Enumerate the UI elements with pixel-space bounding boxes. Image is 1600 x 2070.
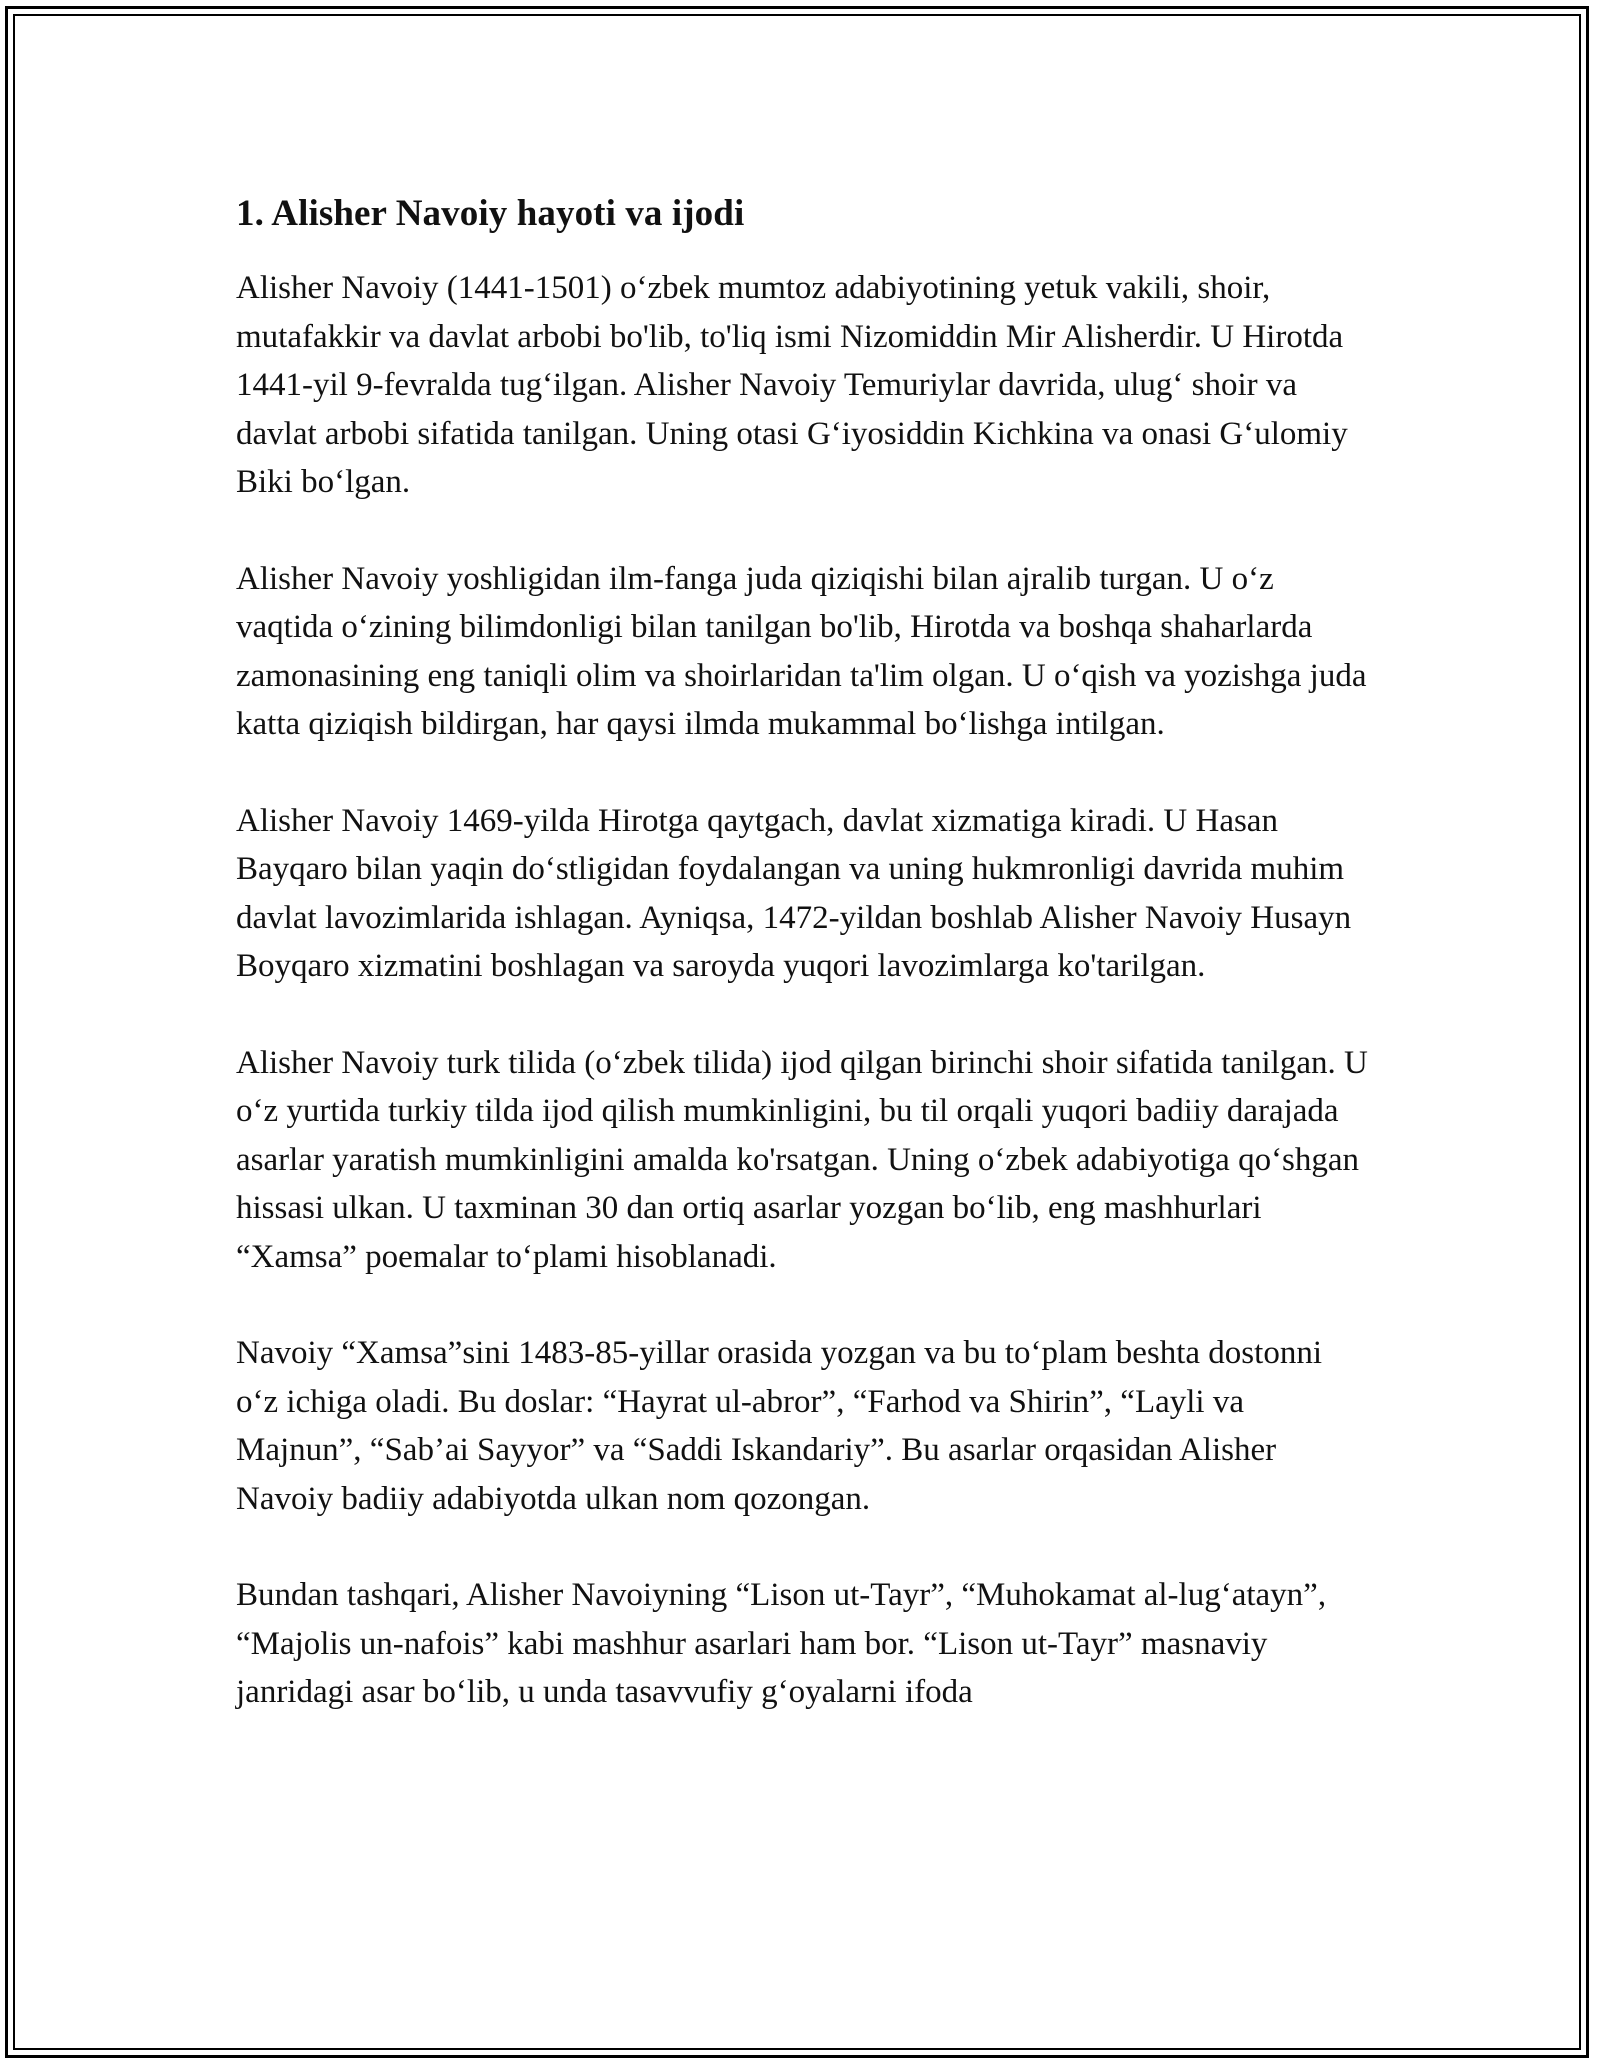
paragraph-other-works: Bundan tashqari, Alisher Navoiyning “Lison ut-Tayr”, “Muhokamat al-lug‘atayn”, “Majolis un-nafois” kabi mashhur asarlari ham bor. “Lison ut-Tayr” masnaviy janridagi asar bo‘lib, u unda tasavvufiy g‘oyalarni ifoda [236, 1577, 1327, 1710]
paragraph-turkic-poetry: Alisher Navoiy turk tilida (o‘zbek tilida) ijod qilgan birinchi shoir sifatida tanilgan. U o‘z yurtida turkiy tilda ijod qilish mumkinligini, bu til orqali yuqori badiiy darajada asarlar yaratish mumkinligini amalda ko'rsatgan. Uning o‘zbek adabiyotiga qo‘shgan hissasi ulkan. U taxminan 30 dan ortiq asarlar yozgan bo‘lib, eng mashhurlari “Xamsa” poemalar to‘plami hisoblanadi. [236, 1044, 1368, 1275]
paragraph-biography: Alisher Navoiy (1441-1501) o‘zbek mumtoz adabiyotining yetuk vakili, shoir, mutafakkir va davlat arbobi bo'lib, to'liq ismi Nizomiddin Mir Alisherdir. U Hirotda 1441-yil 9-fevralda tug‘ilgan. Alisher Navoiy Temuriylar davrida, ulug‘ shoir va davlat arbobi sifatida tanilgan. Uning otasi G‘iyosiddin Kichkina va onasi G‘ulomiy Biki bo‘lgan. [236, 270, 1348, 500]
section-heading: 1. Alisher Navoiy hayoti va ijodi [236, 193, 745, 234]
paragraph-state-service: Alisher Navoiy 1469-yilda Hirotga qaytgach, davlat xizmatiga kiradi. U Hasan Bayqaro bilan yaqin do‘stligidan foydalangan va uning hukmronligi davrida muhim davlat lavozimlarida ishlagan. Ayniqsa, 1472-yildan boshlab Alisher Navoiy Husayn Boyqaro xizmatini boshlagan va saroyda yuqori lavozimlarga ko'tarilgan. [236, 802, 1352, 984]
document-body [236, 190, 1368, 1765]
paragraph-youth: Alisher Navoiy yoshligidan ilm-fanga juda qiziqishi bilan ajralib turgan. U o‘z vaqtida o‘zining bilimdonligi bilan tanilgan bo'lib, Hirotda va boshqa shaharlarda zamonasining eng taniqli olim va shoirlaridan ta'lim olgan. U o‘qish va yozishga juda katta qiziqish bildirgan, har qaysi ilmda mukammal bo‘lishga intilgan. [236, 560, 1367, 742]
paragraph-xamsa: Navoiy “Xamsa”sini 1483-85-yillar orasida yozgan va bu to‘plam beshta dostonni o‘z ichiga oladi. Bu doslar: “Hayrat ul-abror”, “Farhod va Shirin”, “Layli va Majnun”, “Sab’ai Sayyor” va “Saddi Iskandariy”. Bu asarlar orqasidan Alisher Navoiy badiiy adabiyotda ulkan nom qozongan. [236, 1335, 1322, 1517]
